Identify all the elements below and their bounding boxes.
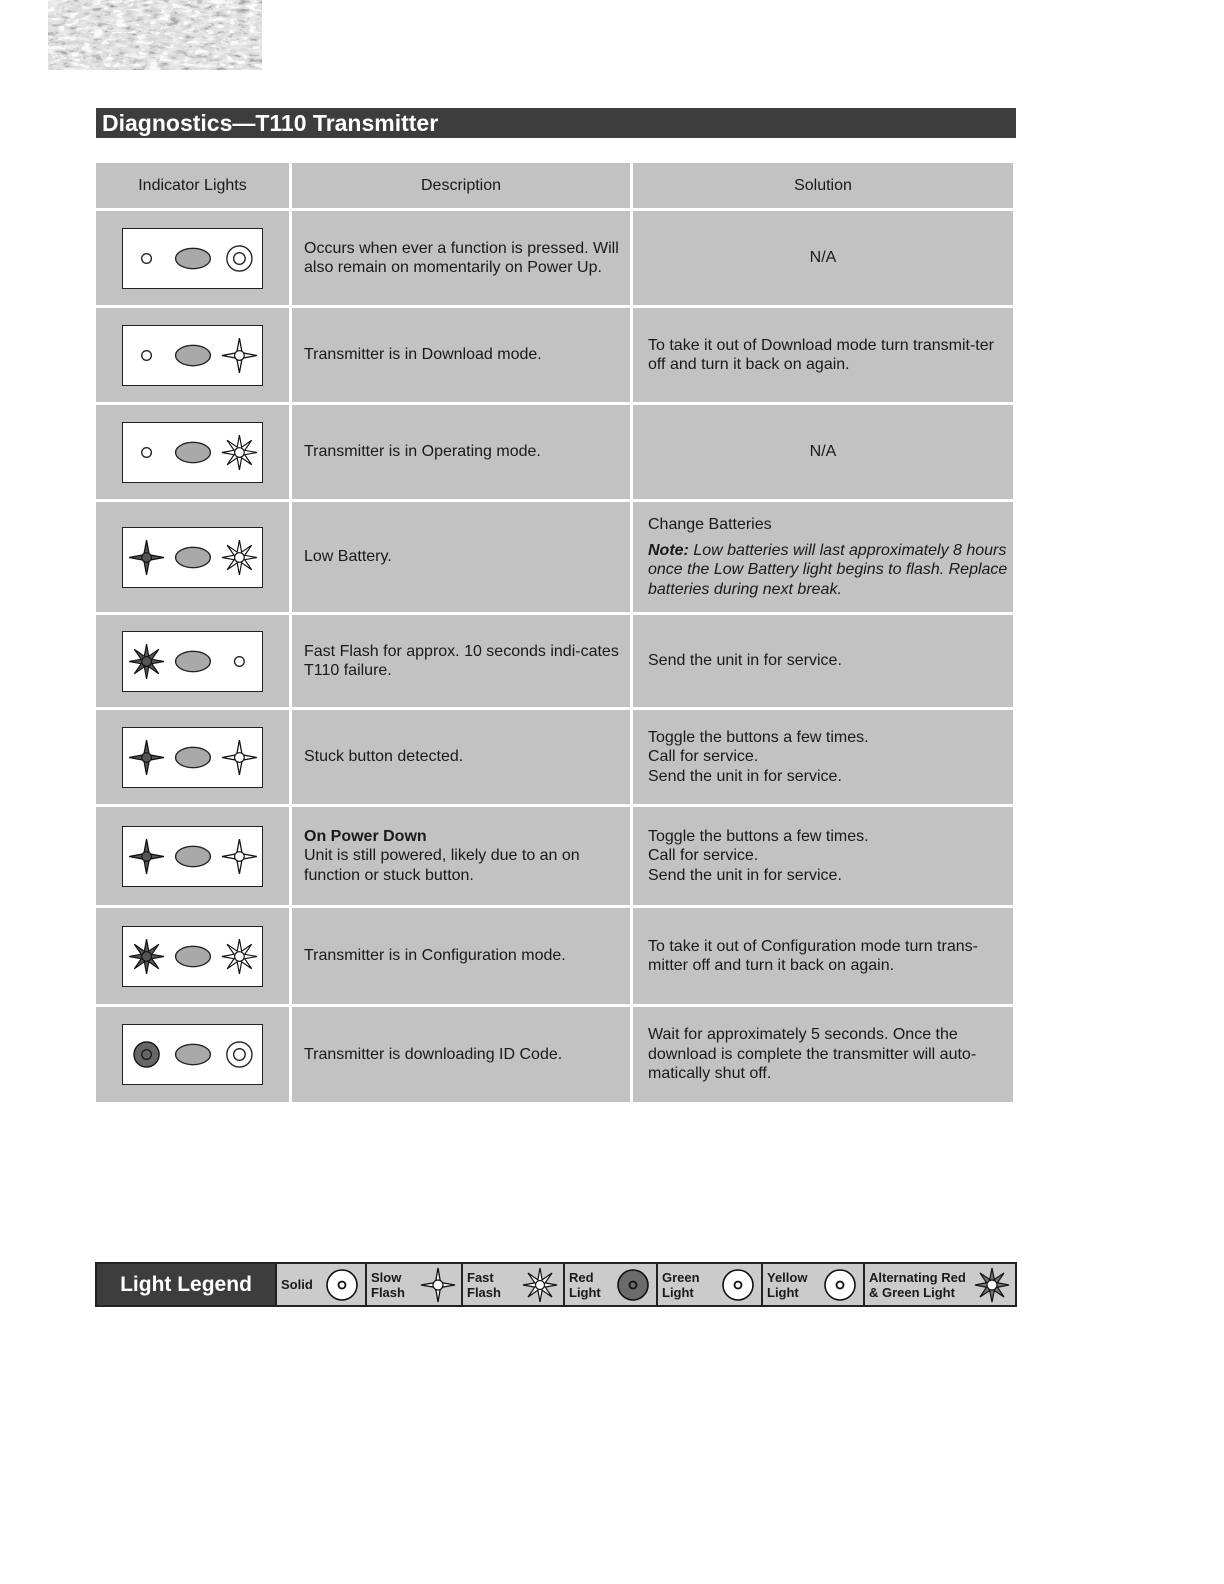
legend-item-slow-flash (365, 1264, 461, 1305)
legend-title: Light Legend (97, 1264, 275, 1305)
solution-cell (633, 211, 1013, 305)
alternating-icon (973, 1266, 1011, 1304)
fast-flash-icon (521, 1266, 559, 1304)
description-heading: On Power Down (304, 827, 427, 845)
oval-icon (176, 1044, 211, 1064)
description-cell (292, 807, 630, 905)
legend-label: Alternating Red & Green Light (869, 1269, 966, 1300)
solution-text: To take it out of Configuration mode turn trans-mitter off and turn it back on again. (648, 937, 978, 974)
description-text: Low Battery. (304, 548, 392, 566)
solid-red-icon (142, 350, 152, 360)
solution-text: Send the unit in for service. (648, 652, 842, 670)
red-light-icon (614, 1266, 652, 1304)
description-text: Transmitter is in Operating mode. (304, 443, 541, 461)
indicator-lights-cell (96, 908, 289, 1004)
description-text: Transmitter is downloading ID Code. (304, 1045, 563, 1063)
indicator-lights-cell (96, 308, 289, 402)
column-header-description: Description (292, 163, 630, 208)
solid-red-icon (142, 447, 152, 457)
oval-icon (176, 651, 211, 671)
note-text: Low batteries will last approximately 8 hours once the Low Battery light begins to flash. Replace batteries during next break. (648, 541, 1008, 598)
column-header-solution: Solution (633, 163, 1013, 208)
solution-cell (633, 710, 1013, 804)
solution-note (648, 541, 1013, 600)
description-text: Transmitter is in Download mode. (304, 346, 542, 364)
red-light-icon (134, 1042, 159, 1067)
indicator-panel (122, 228, 263, 289)
solution-text: Toggle the buttons a few times. Call for service. Send the unit in for service. (648, 827, 869, 884)
legend-label: Fast Flash (467, 1269, 501, 1300)
indicator-panel (122, 727, 263, 788)
logo-texture (48, 0, 262, 70)
solution-cell (633, 405, 1013, 499)
slow-flash-dark-icon (129, 740, 164, 775)
diagnostics-table (96, 163, 1013, 1105)
yellow-light-icon (821, 1266, 859, 1304)
solution-cell (633, 615, 1013, 707)
indicator-lights-cell (96, 615, 289, 707)
indicator-lights-cell (96, 405, 289, 499)
fast-flash-icon (222, 939, 257, 974)
indicator-panel (122, 926, 263, 987)
slow-flash-icon (419, 1266, 457, 1304)
solution-text: Wait for approximately 5 seconds. Once the download is complete the transmitter will auto-matically shut off. (648, 1026, 977, 1083)
indicator-lights-cell (96, 1007, 289, 1102)
column-header-indicator-lights: Indicator Lights (96, 163, 289, 208)
description-text: Fast Flash for approx. 10 seconds indi-cates T110 failure. (304, 642, 619, 679)
slow-flash-icon (222, 338, 257, 373)
oval-icon (176, 248, 211, 268)
solid-red-icon (142, 253, 152, 263)
indicator-panel (122, 631, 263, 692)
page-title: Diagnostics—T110 Transmitter (96, 108, 1016, 138)
solution-cell (633, 308, 1013, 402)
legend-label: Solid (281, 1277, 313, 1292)
fast-flash-icon (222, 435, 257, 470)
indicator-lights-cell (96, 502, 289, 612)
legend-item-yellow-light (761, 1264, 863, 1305)
light-legend (95, 1262, 1017, 1307)
table-row (96, 502, 1013, 612)
oval-icon (176, 345, 211, 365)
legend-label: Red Light (569, 1269, 601, 1300)
description-cell (292, 710, 630, 804)
description-text: Transmitter is in Configuration mode. (304, 947, 566, 965)
solution-text: N/A (809, 249, 837, 267)
table-row (96, 211, 1013, 305)
solution-cell (633, 502, 1013, 612)
legend-item-fast-flash (461, 1264, 563, 1305)
oval-icon (176, 747, 211, 767)
table-row (96, 615, 1013, 707)
fast-flash-dark-icon (129, 644, 164, 679)
slow-flash-icon (222, 839, 257, 874)
description-cell (292, 1007, 630, 1102)
table-row (96, 908, 1013, 1004)
oval-icon (176, 442, 211, 462)
description-cell (292, 405, 630, 499)
legend-item-solid (275, 1264, 365, 1305)
solution-text: Toggle the buttons a few times. Call for service. Send the unit in for service. (648, 728, 869, 785)
description-cell (292, 211, 630, 305)
solution-cell (633, 1007, 1013, 1102)
legend-label: Yellow Light (767, 1269, 808, 1300)
table-row (96, 308, 1013, 402)
table-row (96, 807, 1013, 905)
indicator-lights-cell (96, 211, 289, 305)
note-label: Note: (648, 541, 689, 559)
legend-label: Green Light (662, 1269, 700, 1300)
oval-icon (176, 946, 211, 966)
description-cell (292, 502, 630, 612)
solid-icon (323, 1266, 361, 1304)
solution-text: To take it out of Download mode turn transmit-ter off and turn it back on again. (648, 336, 994, 373)
green-light-icon (719, 1266, 757, 1304)
table-row (96, 405, 1013, 499)
indicator-panel (122, 826, 263, 887)
description-text: Occurs when ever a function is pressed. Will also remain on momentarily on Power Up. (304, 239, 619, 276)
description-cell (292, 615, 630, 707)
indicator-panel (122, 422, 263, 483)
indicator-panel (122, 325, 263, 386)
solution-text: N/A (809, 443, 837, 461)
indicator-panel (122, 1024, 263, 1085)
description-text: Stuck button detected. (304, 748, 464, 766)
legend-item-green-light (656, 1264, 761, 1305)
legend-item-alternating (863, 1264, 1015, 1305)
oval-icon (176, 547, 211, 567)
yellow-ring-icon (227, 245, 252, 270)
fast-flash-icon (222, 540, 257, 575)
description-cell (292, 308, 630, 402)
slow-flash-icon (222, 740, 257, 775)
legend-label: Slow Flash (371, 1269, 405, 1300)
table-row (96, 710, 1013, 804)
solid-red-icon (235, 656, 245, 666)
indicator-lights-cell (96, 710, 289, 804)
solution-text: Change Batteries (648, 516, 772, 533)
table-header-row (96, 163, 1013, 208)
solution-cell (633, 807, 1013, 905)
indicator-panel (122, 527, 263, 588)
yellow-ring-icon (227, 1042, 252, 1067)
legend-item-red-light (563, 1264, 656, 1305)
oval-icon (176, 846, 211, 866)
description-cell (292, 908, 630, 1004)
slow-flash-dark-icon (129, 540, 164, 575)
indicator-lights-cell (96, 807, 289, 905)
slow-flash-dark-icon (129, 839, 164, 874)
description-text: Unit is still powered, likely due to an on function or stuck button. (304, 847, 580, 884)
table-row (96, 1007, 1013, 1102)
fast-flash-dark-icon (129, 939, 164, 974)
solution-cell (633, 908, 1013, 1004)
